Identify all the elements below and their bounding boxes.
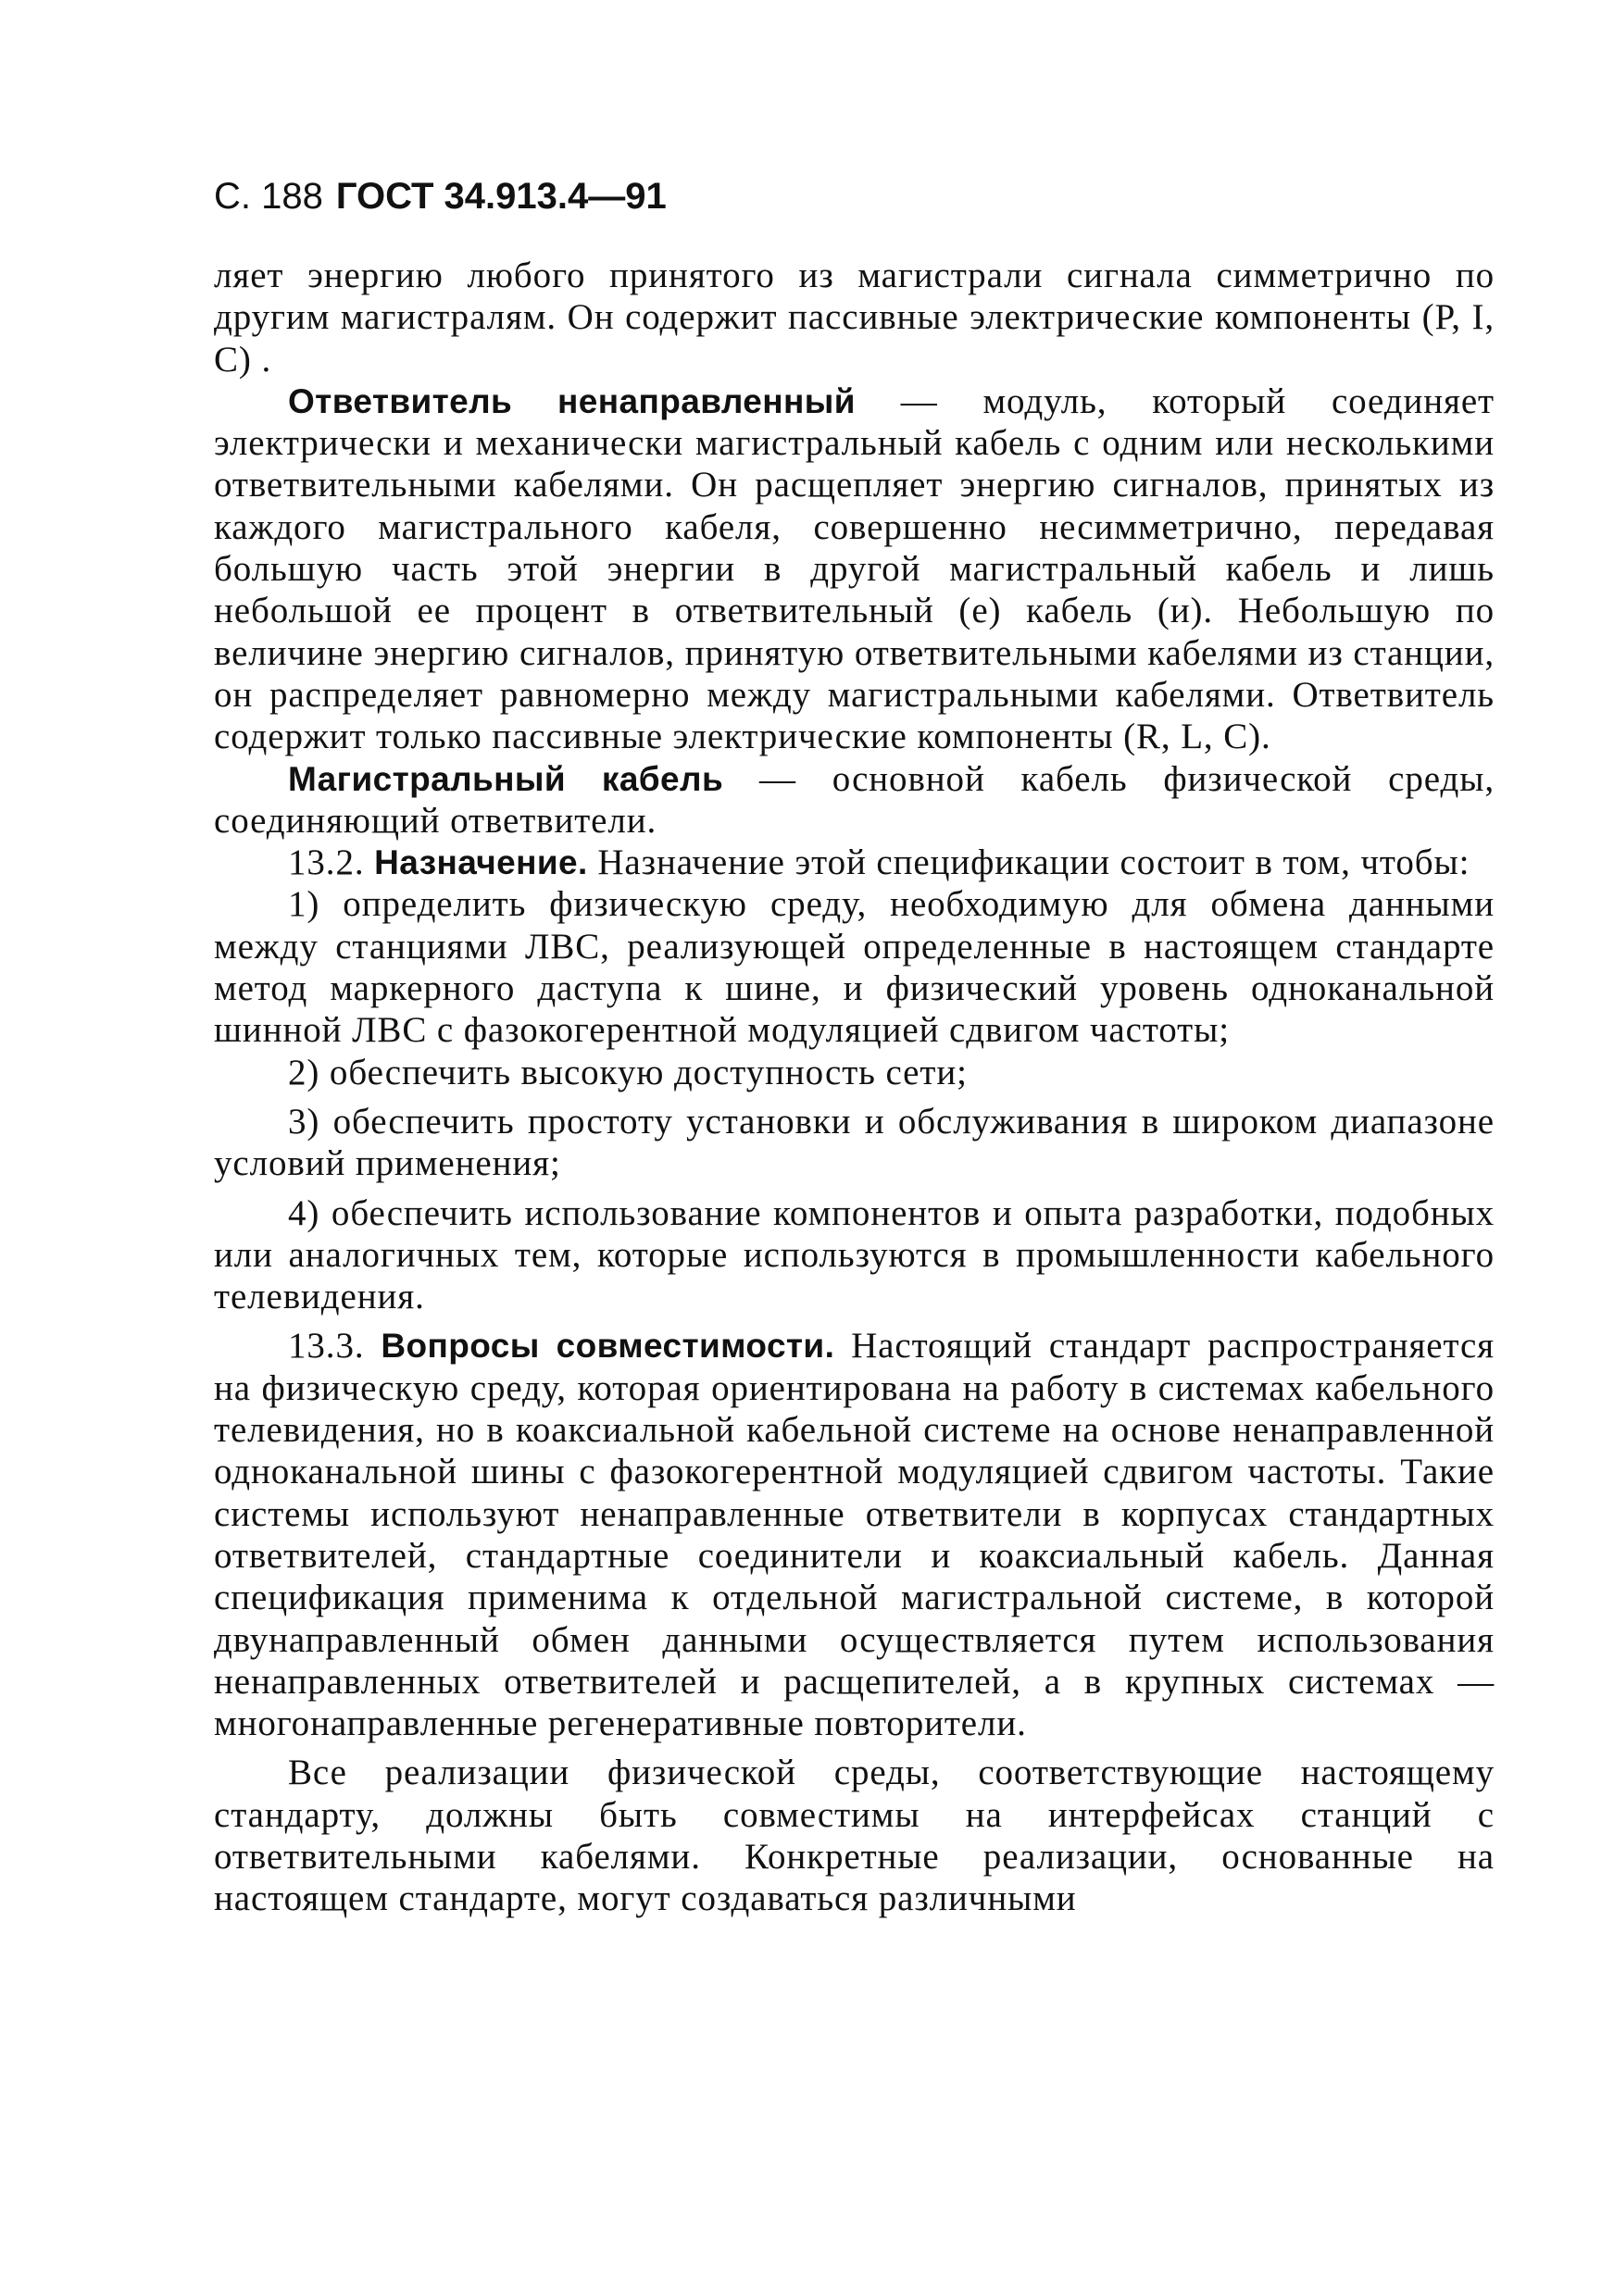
page-number: С. 188 xyxy=(214,176,323,217)
list-item: 2) обеспечить высокую доступность сети; xyxy=(288,1052,968,1092)
section-heading: Вопросы совместимости. xyxy=(381,1327,835,1366)
paragraph: Все реализации физической среды, соответствующие настоящему стандарту, должны быть совместимы на интерфейсах станций с ответвительными кабелями. Конкретные реализации, основанные на настоящем стандарте, могут создаваться различными xyxy=(214,1753,1495,1919)
definition-nondirectional-coupler: Ответвитель ненаправленный — модуль, который соединяет электрически и механически магистральный кабель с одним или несколькими ответвительными кабелями. Он расщепляет энергию сигналов, принятых из каждого магистрального кабеля, совершенно несимметрично, передавая большую часть этой энергии в другой магистральный кабель и лишь небольшой ее процент в ответвительный (е) кабель (и). Небольшую по величине энергию сигналов, принятую ответвительными кабелями из станции, он распределяет равномерно между магистральными кабелями. Ответвитель содержит только пассивные электрические компоненты (R, L, С). xyxy=(214,381,1495,757)
term-heading: Ответвитель ненаправленный xyxy=(288,381,856,420)
section-heading: Назначение. xyxy=(374,843,588,882)
list-item: 4) обеспечить использование компонентов и опыта разработки, подобных или аналогичных тем, которые используются в промышленности кабельного телевидения. xyxy=(214,1192,1495,1317)
section-13-3-compatibility: 13.3. Вопросы совместимости. Настоящий стандарт распространяется на физическую среду, которая ориентирована на работу в системах кабельного телевидения, но в коаксиальной кабельной системе на основе ненаправленной одноканальной шины с фазокогерентной модуляцией сдвигом частоты. Такие системы используют ненаправленные ответвители в корпусах стандартных ответвителей, стандартные соединители и коаксиальный кабель. Данная спецификация применима к отдельной магистральной системе, в которой двунаправленный обмен данными осуществляется путем использования ненаправленных ответвителей и расщепителей, а в крупных системах — многонаправленные регенеративные повторители. xyxy=(214,1326,1495,1744)
list-item: 3) обеспечить простоту установки и обслуживания в широком диапазоне условий применения; xyxy=(214,1101,1495,1184)
definition-trunk-cable: Магистральный кабель — основной кабель физической среды, соединяющий ответвители. xyxy=(214,758,1495,841)
page-header xyxy=(214,174,667,218)
paragraph-continuation: ляет энергию любого принятого из магистрали сигнала симметрично по другим магистралям. Он содержит пассивные электрические компоненты (Р, I, С) . xyxy=(214,256,1495,380)
list-item: 1) определить физическую среду, необходимую для обмена данными между станциями ЛВС, реализующей определенные в настоящем стандарте метод маркерного даступа к шине, и физический уровень одноканальной шинной ЛВС с фазокогерентной модуляцией сдвигом частоты; xyxy=(214,884,1495,1051)
body-text xyxy=(214,255,1495,1920)
standard-designation: ГОСТ 34.913.4—91 xyxy=(335,176,667,217)
section-13-2-purpose: 13.2. Назначение. Назначение этой спецификации состоит в том, чтобы: xyxy=(288,842,1470,883)
term-heading: Магистральный кабель xyxy=(288,759,724,798)
